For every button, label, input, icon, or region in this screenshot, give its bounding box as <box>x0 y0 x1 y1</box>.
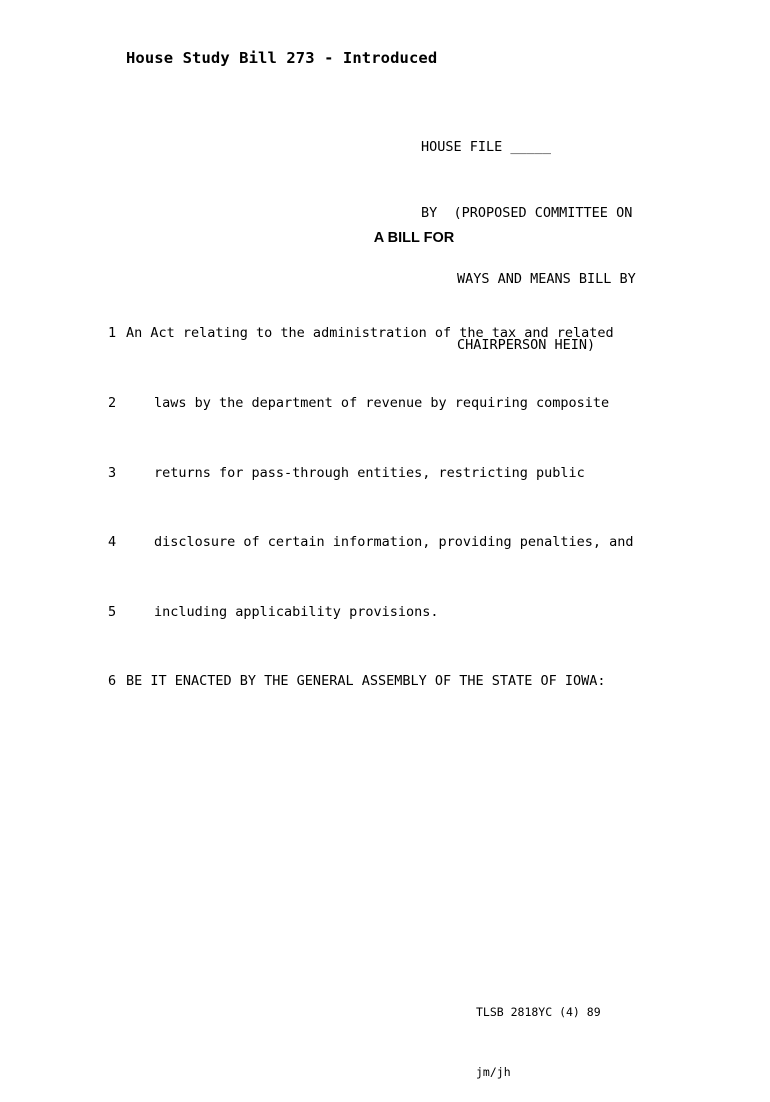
bill-line <box>108 670 634 693</box>
house-file-label: HOUSE FILE _____ <box>421 139 552 155</box>
line-text: An Act relating to the administration of the tax and related <box>126 325 614 342</box>
line-text: BE IT ENACTED BY THE GENERAL ASSEMBLY OF THE STATE OF IOWA: <box>126 673 606 690</box>
sponsor-line-3: CHAIRPERSON HEIN) <box>457 337 596 353</box>
bill-line <box>108 601 634 624</box>
footer-initials: jm/jh <box>476 1065 511 1079</box>
line-number: 6 <box>108 673 117 690</box>
sponsor-line-1: BY (PROPOSED COMMITTEE ON <box>421 205 633 221</box>
bill-line <box>108 392 634 415</box>
bill-text <box>108 276 634 717</box>
line-number: 4 <box>108 534 117 551</box>
bill-for-heading: A BILL FOR <box>373 230 455 246</box>
bill-line <box>108 462 634 485</box>
line-number: 3 <box>108 464 117 481</box>
line-number: 5 <box>108 603 117 620</box>
line-number: 2 <box>108 395 117 411</box>
bill-line <box>108 531 634 554</box>
sponsor-line-2: WAYS AND MEANS BILL BY <box>457 271 636 287</box>
bill-line <box>108 322 634 345</box>
line-text: including applicability provisions. <box>154 603 439 620</box>
line-text: returns for pass-through entities, restricting public <box>154 464 585 481</box>
line-text: disclosure of certain information, providing penalties, and <box>154 534 634 551</box>
document-footer <box>476 962 601 1102</box>
footer-code: TLSB 2818YC (4) 89 <box>476 1005 601 1019</box>
line-number: 1 <box>108 325 117 342</box>
bill-title: House Study Bill 273 - Introduced <box>126 49 438 67</box>
line-text: laws by the department of revenue by requiring composite <box>154 395 610 411</box>
